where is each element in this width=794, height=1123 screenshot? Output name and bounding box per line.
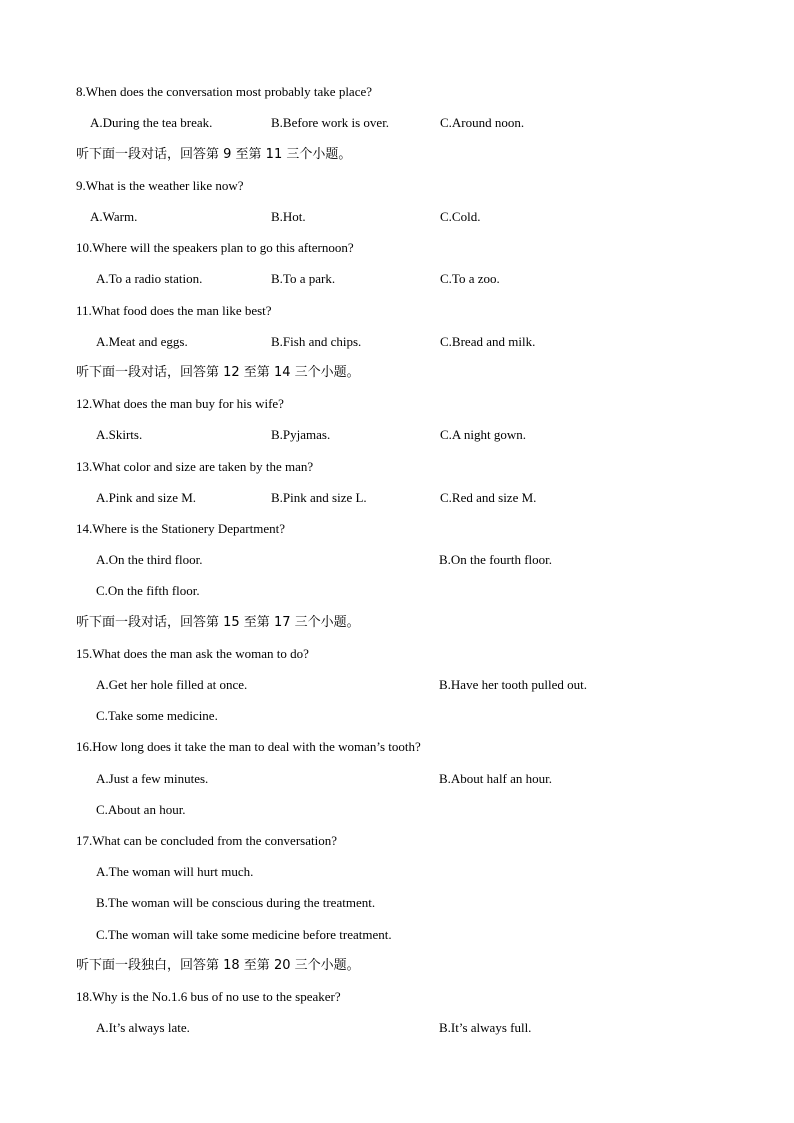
question-18-option-b: B.It’s always full. [439, 1020, 532, 1035]
question-14-stem: 14.Where is the Stationery Department? [76, 521, 286, 536]
question-13-option-c: C.Red and size M. [440, 490, 537, 505]
question-11-stem: 11.What food does the man like best? [76, 303, 272, 318]
question-17-option-a: A.The woman will hurt much. [96, 864, 254, 879]
question-15-stem: 15.What does the man ask the woman to do? [76, 646, 309, 661]
question-10-stem: 10.Where will the speakers plan to go this afternoon? [76, 240, 354, 255]
question-8-stem: 8.When does the conversation most probably take place? [76, 84, 373, 99]
section-instruction-12-14: 听下面一段对话，回答第 12 至第 14 三个小题。 [76, 365, 360, 380]
question-11-option-b: B.Fish and chips. [271, 334, 362, 349]
question-13-stem: 13.What color and size are taken by the man? [76, 459, 314, 474]
question-12-option-b: B.Pyjamas. [271, 427, 331, 442]
section-instruction-9-11: 听下面一段对话，回答第 9 至第 11 三个小题。 [76, 147, 352, 162]
question-16-option-b: B.About half an hour. [439, 771, 553, 786]
question-18-option-a: A.It’s always late. [96, 1020, 190, 1035]
question-16-option-c: C.About an hour. [96, 802, 186, 817]
question-9-option-a: A.Warm. [90, 209, 138, 224]
question-9-option-c: C.Cold. [440, 209, 481, 224]
question-17-option-c: C.The woman will take some medicine before treatment. [96, 927, 392, 942]
question-14-option-b: B.On the fourth floor. [439, 552, 553, 567]
question-10-option-a: A.To a radio station. [96, 271, 203, 286]
question-16-stem: 16.How long does it take the man to deal with the woman’s tooth? [76, 739, 421, 754]
question-12-option-c: C.A night gown. [440, 427, 526, 442]
question-9-option-b: B.Hot. [271, 209, 306, 224]
question-15-option-c: C.Take some medicine. [96, 708, 218, 723]
question-9-stem: 9.What is the weather like now? [76, 178, 244, 193]
question-15-option-a: A.Get her hole filled at once. [96, 677, 248, 692]
question-15-option-b: B.Have her tooth pulled out. [439, 677, 588, 692]
question-14-option-a: A.On the third floor. [96, 552, 203, 567]
question-12-option-a: A.Skirts. [96, 427, 143, 442]
question-12-stem: 12.What does the man buy for his wife? [76, 396, 284, 411]
question-10-option-c: C.To a zoo. [440, 271, 500, 286]
question-8-option-b: B.Before work is over. [271, 115, 390, 130]
question-14-option-c: C.On the fifth floor. [96, 583, 200, 598]
question-17-option-b: B.The woman will be conscious during the treatment. [96, 895, 376, 910]
question-11-option-a: A.Meat and eggs. [96, 334, 188, 349]
question-8-option-a: A.During the tea break. [90, 115, 213, 130]
question-13-option-b: B.Pink and size L. [271, 490, 367, 505]
question-17-stem: 17.What can be concluded from the conversation? [76, 833, 337, 848]
question-8-option-c: C.Around noon. [440, 115, 525, 130]
section-instruction-18-20: 听下面一段独白，回答第 18 至第 20 三个小题。 [76, 958, 360, 973]
question-13-option-a: A.Pink and size M. [96, 490, 197, 505]
question-18-stem: 18.Why is the No.1.6 bus of no use to the speaker? [76, 989, 341, 1004]
question-11-option-c: C.Bread and milk. [440, 334, 536, 349]
question-16-option-a: A.Just a few minutes. [96, 771, 209, 786]
question-10-option-b: B.To a park. [271, 271, 336, 286]
section-instruction-15-17: 听下面一段对话，回答第 15 至第 17 三个小题。 [76, 615, 360, 630]
